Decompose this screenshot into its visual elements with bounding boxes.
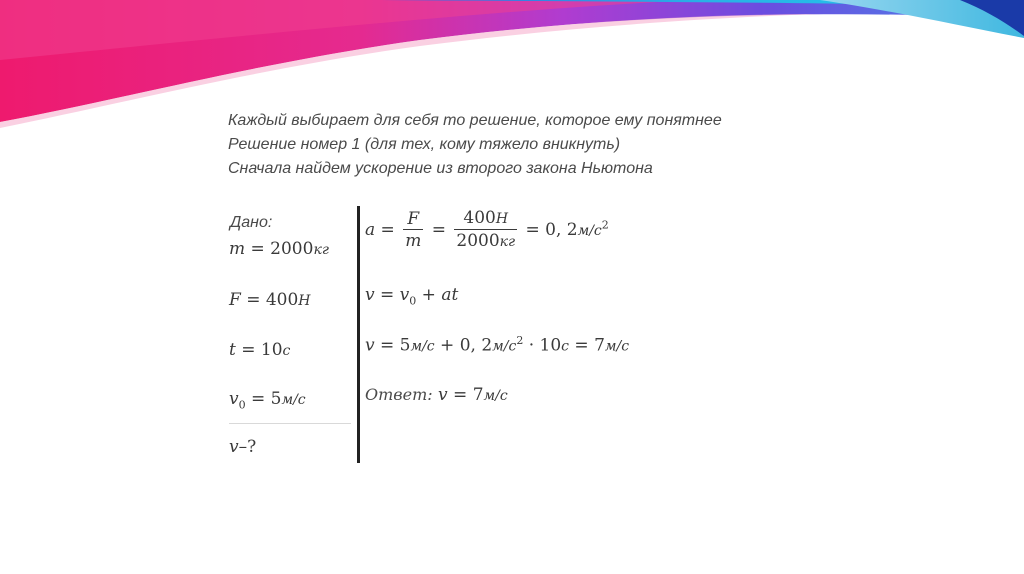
accel-f2-num-val: 400 [463, 208, 496, 228]
given-find [229, 437, 256, 457]
vc-p3: · 10 [523, 335, 562, 356]
force-eq: = 400 [240, 290, 299, 310]
find-var: v [229, 437, 239, 457]
find-rest: –? [238, 437, 257, 457]
accel-eq1: = [375, 220, 401, 240]
mass-var: m [229, 239, 246, 259]
given-divider [229, 423, 351, 424]
vf-lhs: v [365, 285, 375, 305]
accel-f2-den-unit: кг [499, 234, 516, 250]
v0-eq: = 5 [245, 389, 282, 409]
accel-lhs: a [365, 220, 376, 240]
time-eq: = 10 [235, 340, 283, 360]
given-mass [229, 239, 329, 259]
vc-p4: = 7 [569, 335, 605, 356]
vf-v: v [399, 285, 410, 305]
vf-sub: 0 [409, 294, 417, 308]
vf-rest: + at [416, 285, 459, 305]
accel-eq3: = 0, 2 [520, 220, 578, 240]
force-unit: Н [298, 293, 311, 309]
intro-line-3: Сначала найдем ускорение из второго закона Ньютона [228, 160, 653, 177]
velocity-calculation [365, 334, 629, 356]
given-force [229, 290, 311, 310]
accel-f2-den-val: 2000 [456, 231, 500, 251]
velocity-formula [365, 285, 458, 307]
intro-line-2: Решение номер 1 (для тех, кому тяжело вникнуть) [228, 136, 621, 153]
time-unit: с [282, 343, 291, 359]
answer-unit: м/с [483, 388, 508, 404]
accel-equation [365, 208, 609, 253]
vc-u1: м/с [410, 338, 435, 355]
given-label: Дано: [230, 214, 273, 231]
vc-p2: + 0, 2 [434, 335, 493, 356]
accel-f1-den: m [405, 231, 422, 251]
answer-line [365, 385, 508, 405]
v0-unit: м/с [281, 392, 306, 408]
vc-pow: 2 [516, 334, 524, 347]
accel-fraction-2 [454, 208, 517, 253]
vc-u4: м/с [604, 338, 630, 355]
intro-text [228, 109, 722, 181]
v0-sub: 0 [238, 398, 246, 412]
accel-unit: м/с [577, 223, 602, 239]
accel-f2-num-unit: Н [495, 211, 509, 227]
vc-p1: = 5 [374, 335, 411, 356]
intro-line-1: Каждый выбирает для себя то решение, которое ему понятнее [228, 112, 722, 129]
answer-var: v [438, 385, 448, 405]
mass-eq: = 2000 [245, 239, 314, 259]
accel-fraction-1 [403, 209, 423, 252]
vc-lhs: v [365, 335, 375, 356]
answer-label: Ответ: [365, 385, 433, 404]
vc-u3: с [561, 338, 570, 355]
accel-f1-num: F [407, 209, 420, 229]
mass-unit: кг [313, 242, 329, 258]
accel-eq2: = [426, 220, 452, 240]
given-v0 [229, 389, 306, 411]
force-var: F [229, 290, 241, 310]
time-var: t [229, 340, 236, 360]
given-time [229, 340, 290, 360]
accel-pow: 2 [601, 218, 609, 232]
vc-u2: м/с [492, 338, 517, 355]
vertical-divider [357, 206, 360, 463]
answer-eq: = 7 [447, 385, 484, 405]
v0-var: v [229, 389, 239, 409]
vf-eq: = [374, 285, 400, 305]
